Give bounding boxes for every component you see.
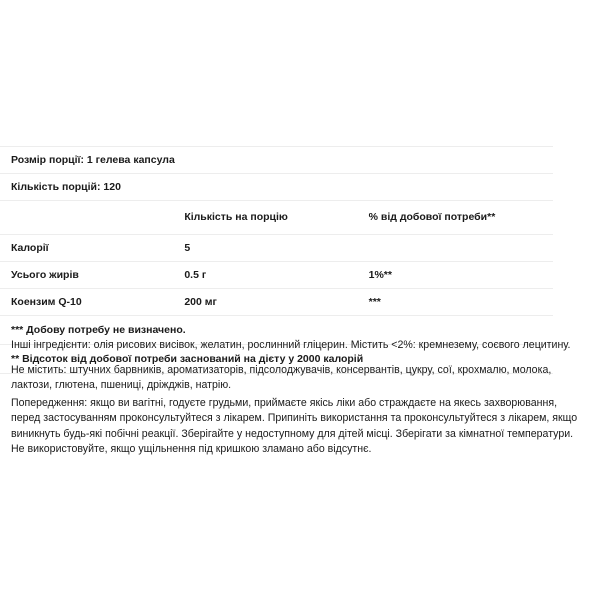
nutrient-daily-value: [369, 234, 553, 261]
table-row-servings-per-container: [0, 174, 553, 201]
table-row: [0, 234, 553, 261]
table-row: [0, 288, 553, 315]
column-header-name: [0, 201, 184, 234]
serving-size-cell: Розмір порції: 1 гелева капсула: [11, 154, 175, 166]
footnote-percent-basis: ** Відсоток від добової потреби заснований на дієту у 2000 калорій: [11, 353, 364, 366]
nutrient-amount: 0.5 г: [184, 268, 207, 281]
table-header-row: [0, 201, 553, 234]
nutrient-daily-value: 1%**: [368, 268, 392, 281]
nutrient-name: Калорії: [11, 241, 49, 254]
servings-per-container-cell: Кількість порцій: 120: [11, 181, 121, 194]
nutrient-amount: 5: [184, 241, 191, 254]
column-header-amount-per-serving: Кількість на порцію: [184, 211, 288, 224]
other-ingredients-block: [11, 338, 578, 365]
table-row-serving-size: [0, 147, 553, 174]
column-header-percent-daily-value: % від добової потреби**: [368, 211, 496, 224]
table-row: [0, 261, 553, 288]
nutrient-daily-value: ***: [368, 295, 381, 308]
footnote-daily-value-not-established: *** Добову потребу не визначено.: [11, 324, 186, 337]
warning-text: Попередження: якщо ви вагітні, годуєте грудьми, приймаєте якісь ліки або страждаєте на якесь захворювання, перед застосуванням проконсультуйтеся з лікарем. Припиніть використання та проконсультуйтеся з лікарем, якщо виникнуть будь-які побічні реакції. Зберігайте у недоступному для дітей місці. Зберігати за кімнатної температури. Не використовуйте, якщо ущільнення під кришкою зламано або відсутнє.: [11, 397, 578, 456]
nutrient-amount: 200 мг: [184, 295, 217, 308]
nutrient-name: Коензим Q-10: [11, 295, 82, 308]
free-from-text: Не містить: штучних барвників, ароматизаторів, підсолоджувачів, консервантів, цукру, сої, крохмалю, молока, лактози, глютена, пшениці, дріжджів, натрію.: [11, 364, 552, 392]
nutrient-name: Усього жирів: [11, 268, 79, 281]
other-ingredients-text: Інші інгредієнти: олія рисових висівок, желатин, рослинний гліцерин. Містить <2%: кремнезему, соєвого лецитину.: [11, 339, 571, 351]
warning-block: [11, 396, 578, 469]
